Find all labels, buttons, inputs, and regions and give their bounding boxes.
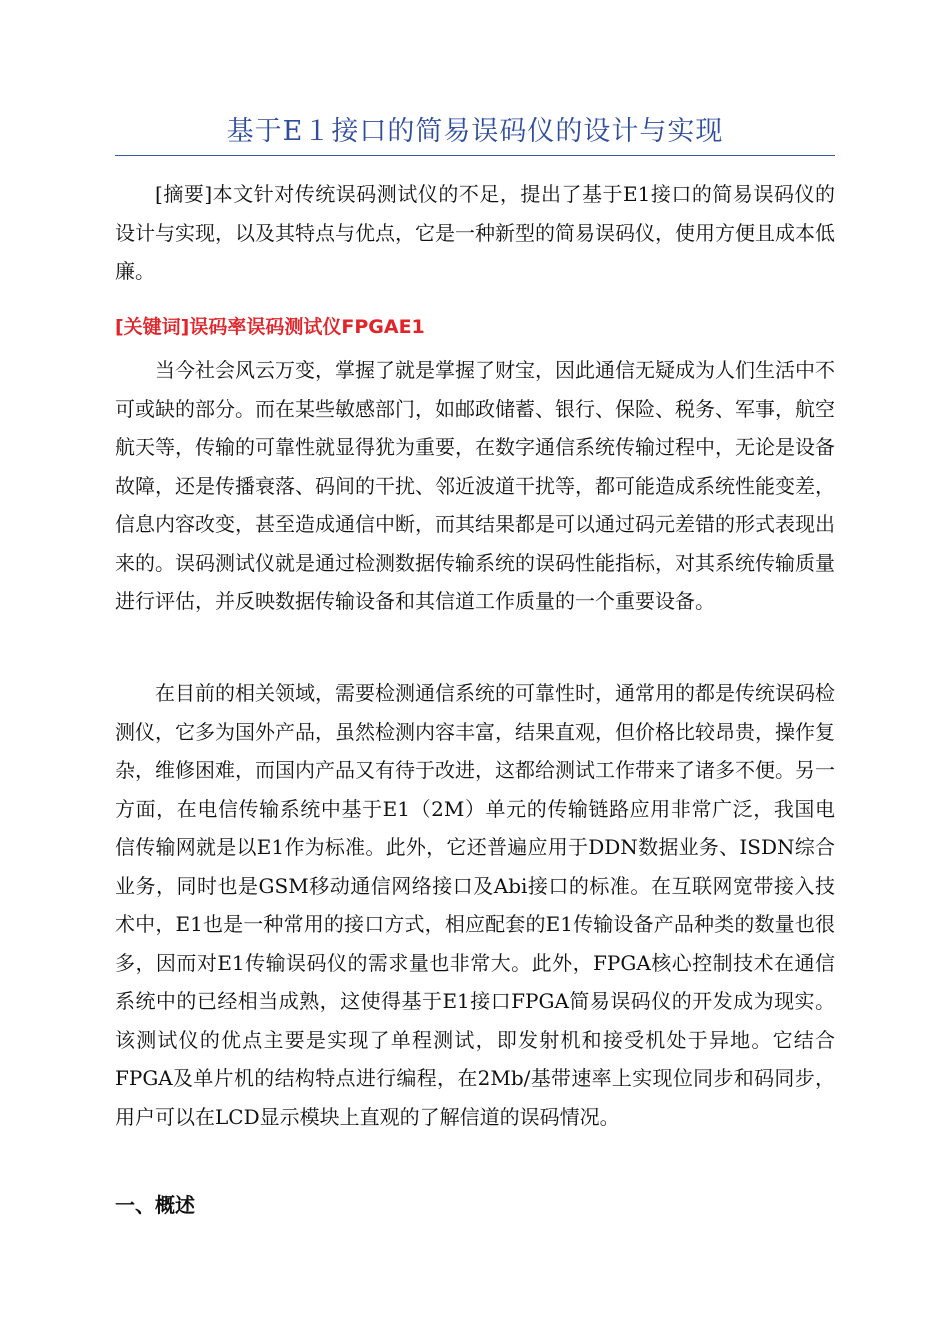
body-paragraph-1: 当今社会风云万变，掌握了就是掌握了财宝，因此通信无疑成为人们生活中不可或缺的部分。而在某些敏感部门，如邮政储蓄、银行、保险、税务、军事，航空航天等，传输的可靠性就显得犹为重要，在数字通信系统传输过程中，无论是设备故障，还是传播衰落、码间的干扰、邻近波道干扰等，都可能造成系统性能变差，信息内容改变，甚至造成通信中断，而其结果都是可以通过码元差错的形式表现出来的。误码测试仪就是通过检测数据传输系统的误码性能指标，对其系统传输质量进行评估，并反映数据传输设备和其信道工作质量的一个重要设备。 bbox=[115, 358, 835, 613]
document-title: 基于E１接口的简易误码仪的设计与实现 bbox=[226, 116, 724, 147]
abstract-paragraph: [摘要]本文针对传统误码测试仪的不足，提出了基于E1接口的简易误码仪的设计与实现，以及其特点与优点，它是一种新型的简易误码仪，使用方便且成本低廉。 bbox=[115, 182, 835, 283]
keywords-line: [关键词]误码率误码测试仪FPGAE1 bbox=[115, 316, 425, 338]
title-underline bbox=[115, 155, 835, 156]
body-paragraph-2: 在目前的相关领域，需要检测通信系统的可靠性时，通常用的都是传统误码检测仪，它多为国外产品，虽然检测内容丰富，结果直观，但价格比较昂贵，操作复杂，维修困难，而国内产品又有待于改进，这都给测试工作带来了诸多不便。另一方面，在电信传输系统中基于E1（2M）单元的传输链路应用非常广泛，我国电信传输网就是以E1作为标准。此外，它还普遍应用于DDN数据业务、ISDN综合业务，同时也是GSM移动通信网络接口及Abi接口的标准。在互联网宽带接入技术中，E1也是一种常用的接口方式，相应配套的E1传输设备产品种类的数量也很多，因而对E1传输误码仪的需求量也非常大。此外，FPGA核心控制技术在通信系统中的已经相当成熟，这使得基于E1接口FPGA简易误码仪的开发成为现实。该测试仪的优点主要是实现了单程测试，即发射机和接受机处于异地。它结合FPGA及单片机的结构特点进行编程，在2Mb/基带速率上实现位同步和码同步，用户可以在LCD显示模块上直观的了解信道的误码情况。 bbox=[115, 681, 835, 1129]
section-heading: 一、概述 bbox=[115, 1193, 195, 1217]
